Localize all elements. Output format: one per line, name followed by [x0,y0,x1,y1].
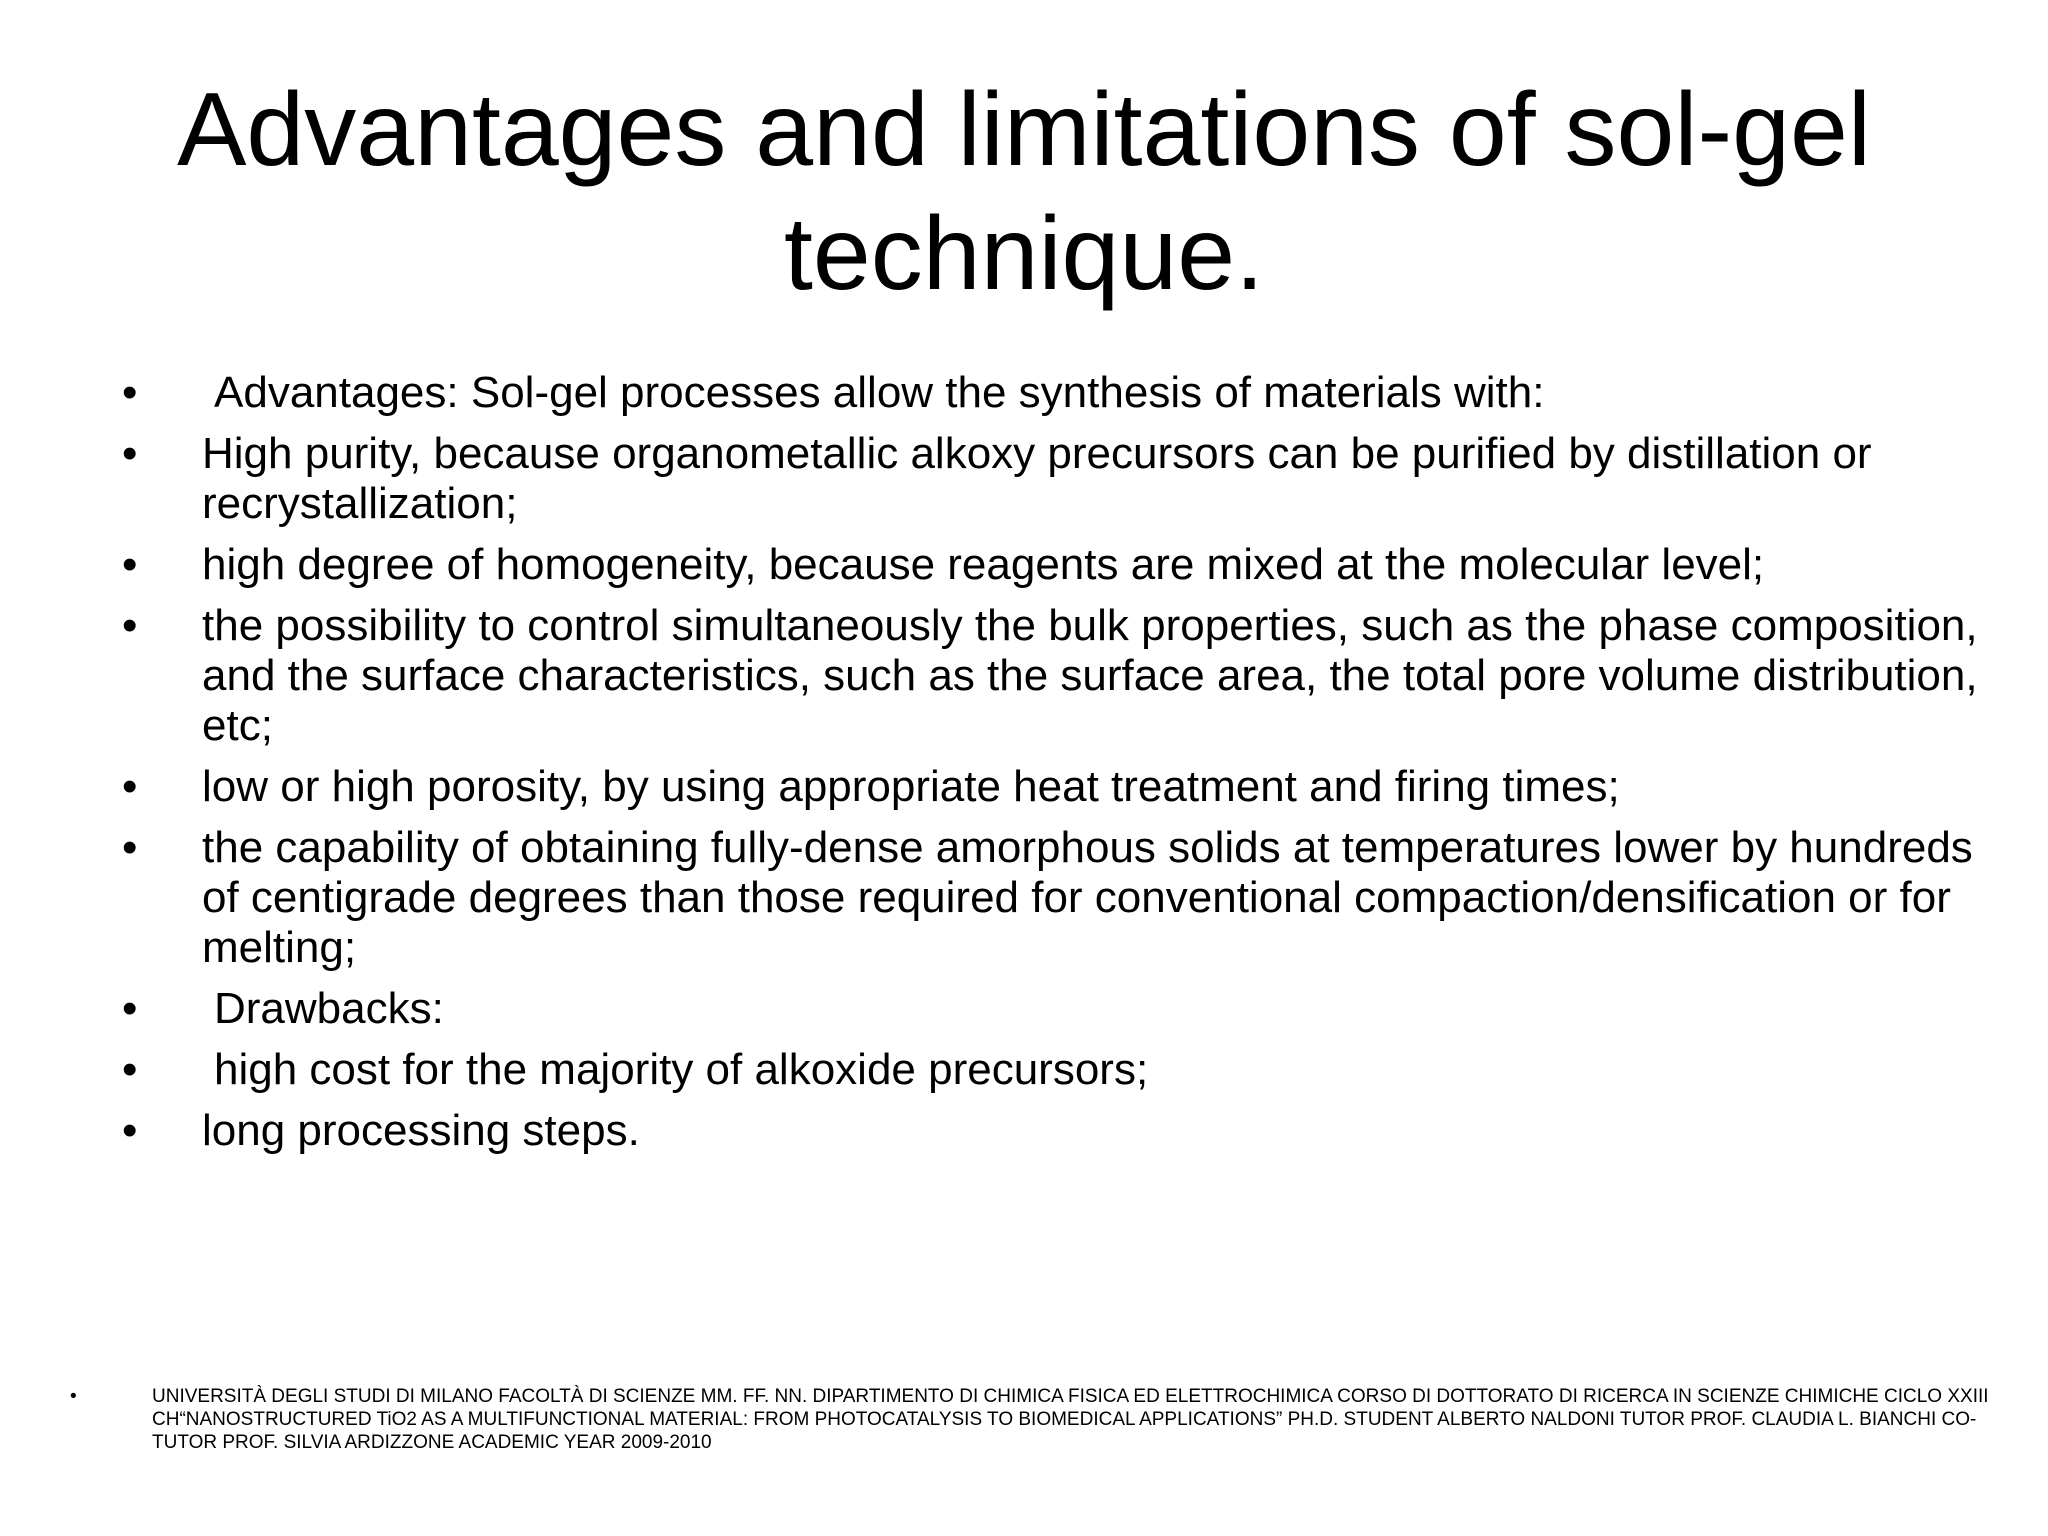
bullet-dot-icon: • [122,762,138,811]
bullet-text: Advantages: Sol-gel processes allow the synthesis of materials with: [214,368,1545,417]
slide-footer [70,1385,2010,1454]
bullet-dot-icon: • [122,823,138,872]
bullet-dot-icon: • [122,540,138,589]
bullet-list [122,368,2002,1167]
bullet-text: Drawbacks: [214,984,444,1033]
bullet-text: the possibility to control simultaneously the bulk properties, such as the phase composition, and the surface characteristics, such as the surface area, the total pore volume distribution, etc; [202,601,1978,750]
bullet-dot-icon: • [122,368,138,417]
footer-bullet-icon: • [70,1386,77,1407]
bullet-item [122,984,2002,1034]
bullet-item [122,540,2002,590]
bullet-item [122,823,2002,973]
bullet-item [122,762,2002,812]
footer-text: UNIVERSITÀ DEGLI STUDI DI MILANO FACOLTÀ DI SCIENZE MM. FF. NN. DIPARTIMENTO DI CHIMICA FISICA ED ELETTROCHIMICA CORSO DI DOTTORATO DI RICERCA IN SCIENZE CHIMICHE CICLO XXIII CH“NANOSTRUCTURED TiO2 AS A MULTIFUNCTIONAL MATERIAL: FROM PHOTOCATALYSIS TO BIOMEDICAL APPLICATIONS” PH.D. STUDENT ALBERTO NALDONI TUTOR PROF. CLAUDIA L. BIANCHI CO-TUTOR PROF. SILVIA ARDIZZONE ACADEMIC YEAR 2009-2010 [152,1386,1989,1453]
bullet-item [122,368,2002,418]
bullet-dot-icon: • [122,601,138,650]
bullet-text: High purity, because organometallic alkoxy precursors can be purified by distillation or recrystallization; [202,429,1872,528]
bullet-dot-icon: • [122,429,138,478]
bullet-text: high degree of homogeneity, because reagents are mixed at the molecular level; [202,540,1765,589]
bullet-item [122,1045,2002,1095]
bullet-text: the capability of obtaining fully-dense amorphous solids at temperatures lower by hundreds of centigrade degrees than those required for conventional compaction/densification or for melting; [202,823,1973,972]
bullet-text: low or high porosity, by using appropriate heat treatment and firing times; [202,762,1620,811]
bullet-dot-icon: • [122,984,138,1033]
bullet-item [122,429,2002,529]
bullet-dot-icon: • [122,1106,138,1155]
bullet-text: long processing steps. [202,1106,640,1155]
bullet-item [122,601,2002,751]
bullet-dot-icon: • [122,1045,138,1094]
slide-title: Advantages and limitations of sol-gel technique. [177,72,1871,312]
bullet-text: high cost for the majority of alkoxide precursors; [214,1045,1149,1094]
bullet-item [122,1106,2002,1156]
